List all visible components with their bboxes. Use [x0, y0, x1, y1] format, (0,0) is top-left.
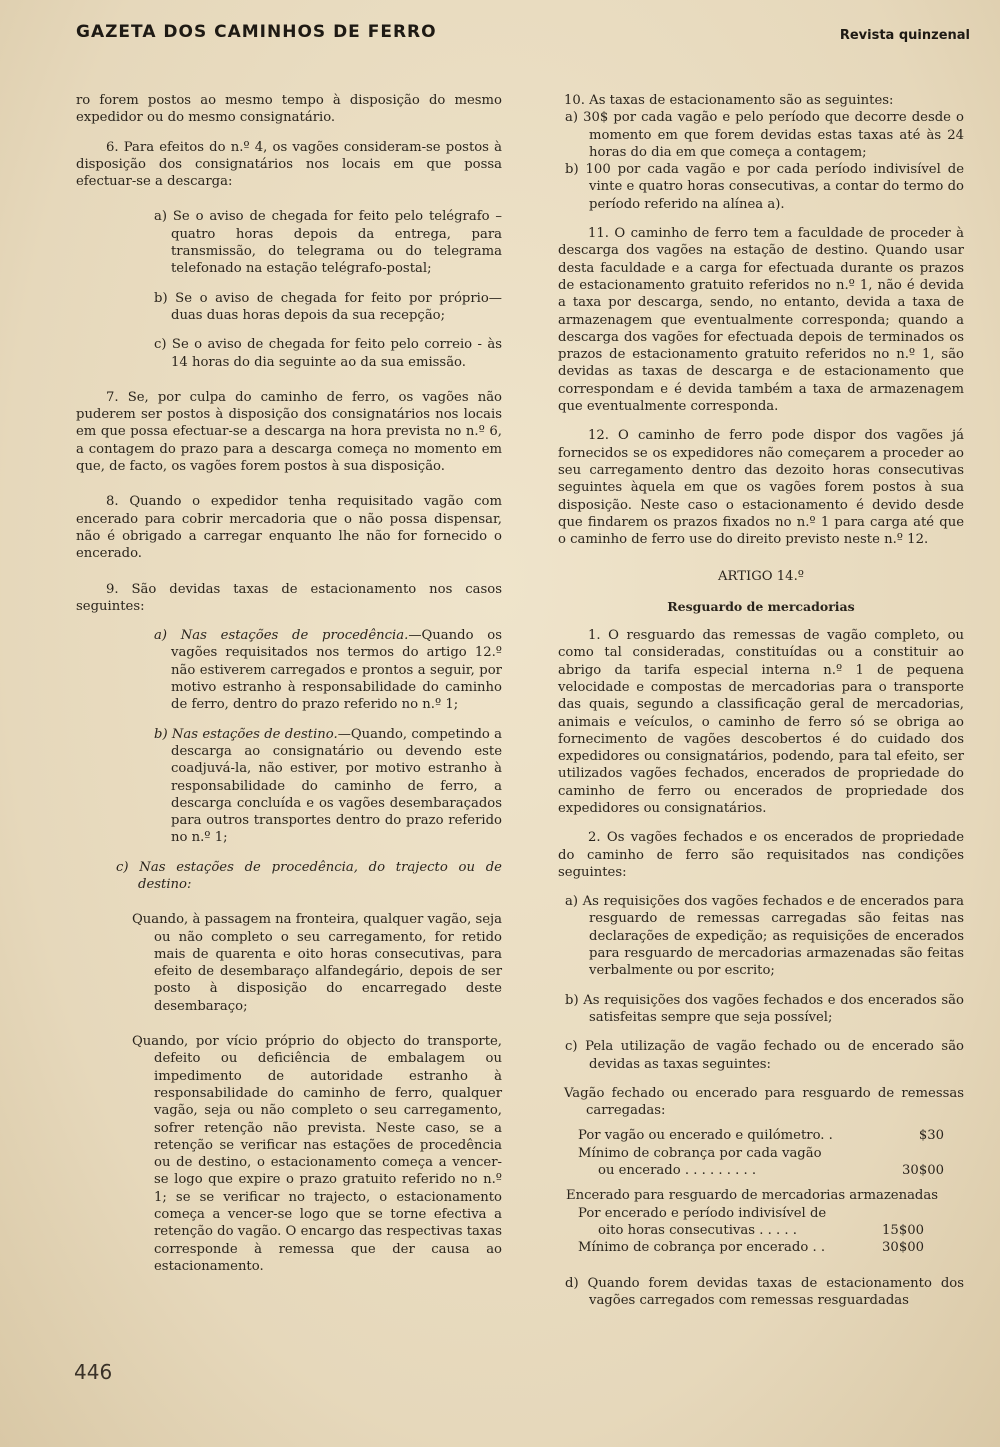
paragraph-6a: a) Se o aviso de chegada for feito pelo telégrafo – quatro horas depois da entrega, para transmissão, do telegrama ou do telegrama telefonado na estação telégrafo-postal;	[154, 209, 502, 277]
tariff-value: 30$00	[882, 1240, 924, 1256]
tariff-label: ou encerado . . . . . . . . .	[598, 1163, 757, 1179]
paragraph-12: 12. O caminho de ferro pode dispor dos vagões já fornecidos se os expedidores não começarem a proceder ao seu carregamento dentro das dezoito horas consecutivas seguintes àquela em que os vagões forem postos à sua disposição. Neste caso o estacionamento é devido desde que findarem os prazos fixados no n.º 1 para carga até que o caminho de ferro use do direito previsto neste n.º 12.	[558, 428, 964, 548]
paragraph-9a	[76, 627, 502, 713]
article-heading: ARTIGO 14.º	[718, 569, 804, 585]
tariff-row	[578, 1162, 964, 1179]
paragraph-r1: 1. O resguardo das remessas de vagão completo, ou como tal consideradas, constituídas ou a constituir ao abrigo da tarifa especial interna n.º 1 de pequena velocidade e compostas de mercadorias para o transporte das quais, segundo a classificação geral de mercadorias, animais e veículos, o caminho de ferro só se obriga ao fornecimento de vagões descobertos é do cuidado dos expedidores ou consignatários, podendo, para tal efeito, ser utilizados vagões fechados, encerados de propriedade do caminho de ferro ou encerados de propriedade dos expedidores ou consignatários.	[558, 628, 964, 816]
paragraph-9a-label: a) Nas estações de procedência.	[154, 628, 409, 644]
tariff-value: 15$00	[882, 1222, 924, 1238]
tariff-label: Por encerado e período indivisível de	[578, 1205, 827, 1221]
tariff-row	[578, 1222, 964, 1239]
tariff-label: Mínimo de cobrança por encerado . .	[578, 1240, 826, 1256]
paragraph-r2a: a) As requisições dos vagões fechados e de encerados para resguardo de remessas carregadas são feitas nas declarações de expedição; as requisições de encerados para resguardo de mercadorias armazenadas são feitas verbalmente ou por escrito;	[565, 894, 964, 979]
paragraph-r2: 2. Os vagões fechados e os encerados de propriedade do caminho de ferro são requisitados nas condições seguintes:	[558, 830, 964, 880]
tariff-label: Mínimo de cobrança por cada vagão	[578, 1145, 822, 1161]
paragraph-9c-text: Nas estações de procedência, do trajecto ou de destino:	[138, 859, 502, 892]
tariff-value: 30$00	[902, 1163, 944, 1179]
tariff-value: $30	[918, 1128, 944, 1144]
paragraph-continuation: ro forem postos ao mesmo tempo à disposição do mesmo expedidor ou do mesmo consignatário.	[76, 93, 502, 126]
paragraph-10a: a) 30$ por cada vagão e pelo período que decorre desde o momento em que forem devidas estas taxas até às 24 horas do dia em que começa a contagem;	[565, 110, 964, 160]
paragraph-6c: c) Se o aviso de chegada for feito pelo correio - às 14 horas do dia seguinte ao da sua emissão.	[154, 337, 502, 370]
paragraph-6: 6. Para efeitos do n.º 4, os vagões consideram-se postos à disposição dos consignatários nos locais em que possa efectuar-se a descarga:	[76, 139, 502, 190]
paragraph-r2d: d) Quando forem devidas taxas de estacionamento dos vagões carregados com remessas resguardadas	[565, 1275, 964, 1308]
tariff-1-heading: Vagão fechado ou encerado para resguardo de remessas carregadas:	[564, 1085, 964, 1119]
paragraph-9: 9. São devidas taxas de estacionamento nos casos seguintes:	[76, 581, 502, 614]
tariff-row	[578, 1239, 964, 1256]
tariff-2-table	[558, 1205, 964, 1257]
paragraph-9b-text: —Quando, competindo a descarga ao consignatário ou devendo este coadjuvá-la, não estiver, por motivo estranho à responsabilidade do caminho de ferro, a descarga concluída e os vagões desembaraçados para outros transportes dentro do prazo referido no n.º 1;	[171, 726, 503, 846]
tariff-1-table	[558, 1127, 964, 1179]
paragraph-9c-2: Quando, por vício próprio do objecto do transporte, defeito ou deficiência de embalagem ou impedimento de autoridade estranho à responsabilidade do caminho de ferro, qualquer vagão, seja ou não completo o seu carregamento, sofrer retenção não prevista. Neste caso, se a retenção se verificar nas estações de procedência ou de destino, o estacionamento começa a vencer-se logo que expire o prazo gratuito referido no n.º 1; se se verificar no trajecto, o estacionamento começa a vencer-se logo que se torne efectiva a retenção do vagão. O encargo das respectivas taxas corresponde à remessa que der causa ao estacionamento.	[132, 1034, 502, 1274]
tariff-label: Por vagão ou encerado e quilómetro. .	[578, 1128, 833, 1144]
tariff-2-heading: Encerado para resguardo de mercadorias armazenadas	[566, 1188, 938, 1204]
paragraph-10: 10. As taxas de estacionamento são as seguintes:	[564, 93, 894, 108]
tariff-row	[578, 1127, 964, 1144]
paragraph-9b	[76, 726, 502, 847]
page-number: 446	[74, 1360, 113, 1384]
paragraph-10b: b) 100 por cada vagão e por cada período indivisível de vinte e quatro horas consecutivas, a contar do termo do período referido na alínea a).	[565, 162, 964, 212]
paragraph-9c-1: Quando, à passagem na fronteira, qualquer vagão, seja ou não completo o seu carregamento, for retido mais de quarenta e oito horas consecutivas, para efeito de desembaraço alfandegário, depois de ser posto à disposição do encarregado deste desembaraço;	[132, 912, 502, 1014]
paragraph-9c	[76, 859, 502, 894]
paragraph-6b: b) Se o aviso de chegada for feito por próprio—duas duas horas depois da sua recepção;	[154, 290, 502, 323]
right-column	[558, 92, 964, 1309]
journal-subtitle: Revista quinzenal	[839, 28, 970, 43]
paragraph-7: 7. Se, por culpa do caminho de ferro, os vagões não puderem ser postos à disposição dos consignatários nos locais em que possa efectuar-se a descarga na hora prevista no n.º 6, a contagem do prazo para a descarga começa no momento em que, de facto, os vagões forem postos à sua disposição.	[76, 389, 502, 475]
left-column	[76, 92, 502, 1275]
paragraph-11: 11. O caminho de ferro tem a faculdade de proceder à descarga dos vagões na estação de destino. Quando usar desta faculdade e a carga for efectuada durante os prazos de estacionamento gratuito referidos no n.º 1, não é devida a taxa por descarga, sendo, no entanto, devida a taxa de armazenagem que eventualmente corresponda; quando a descarga dos vagões for efectuada depois de terminados os prazos de estacionamento gratuito referidos no n.º 1, são devidas as taxas de descarga e de estacionamento que correspondam e é devida também a taxa de armazenagem que eventualmente corresponda.	[558, 226, 964, 415]
paragraph-r2b: b) As requisições dos vagões fechados e dos encerados são satisfeitas sempre que seja possível;	[565, 992, 964, 1025]
paragraph-9a-text: —Quando os vagões requisitados nos termos do artigo 12.º não estiverem carregados e prontos a seguir, por motivo estranho à responsabilidade do caminho de ferro, dentro do prazo referido no n.º 1;	[171, 628, 502, 713]
journal-title: GAZETA DOS CAMINHOS DE FERRO	[76, 22, 437, 42]
paragraph-9b-label: b) Nas estações de destino.	[154, 726, 338, 742]
paragraph-9c-label: c)	[116, 859, 129, 875]
tariff-label: oito horas consecutivas . . . . .	[598, 1222, 797, 1238]
section-heading: Resguardo de mercadorias	[667, 598, 855, 614]
paragraph-r2c: c) Pela utilização de vagão fechado ou de encerado são devidas as taxas seguintes:	[565, 1039, 964, 1072]
paragraph-8: 8. Quando o expedidor tenha requisitado vagão com encerado para cobrir mercadoria que o não possa dispensar, não é obrigado a carregar enquanto lhe não for fornecido o encerado.	[76, 494, 502, 562]
